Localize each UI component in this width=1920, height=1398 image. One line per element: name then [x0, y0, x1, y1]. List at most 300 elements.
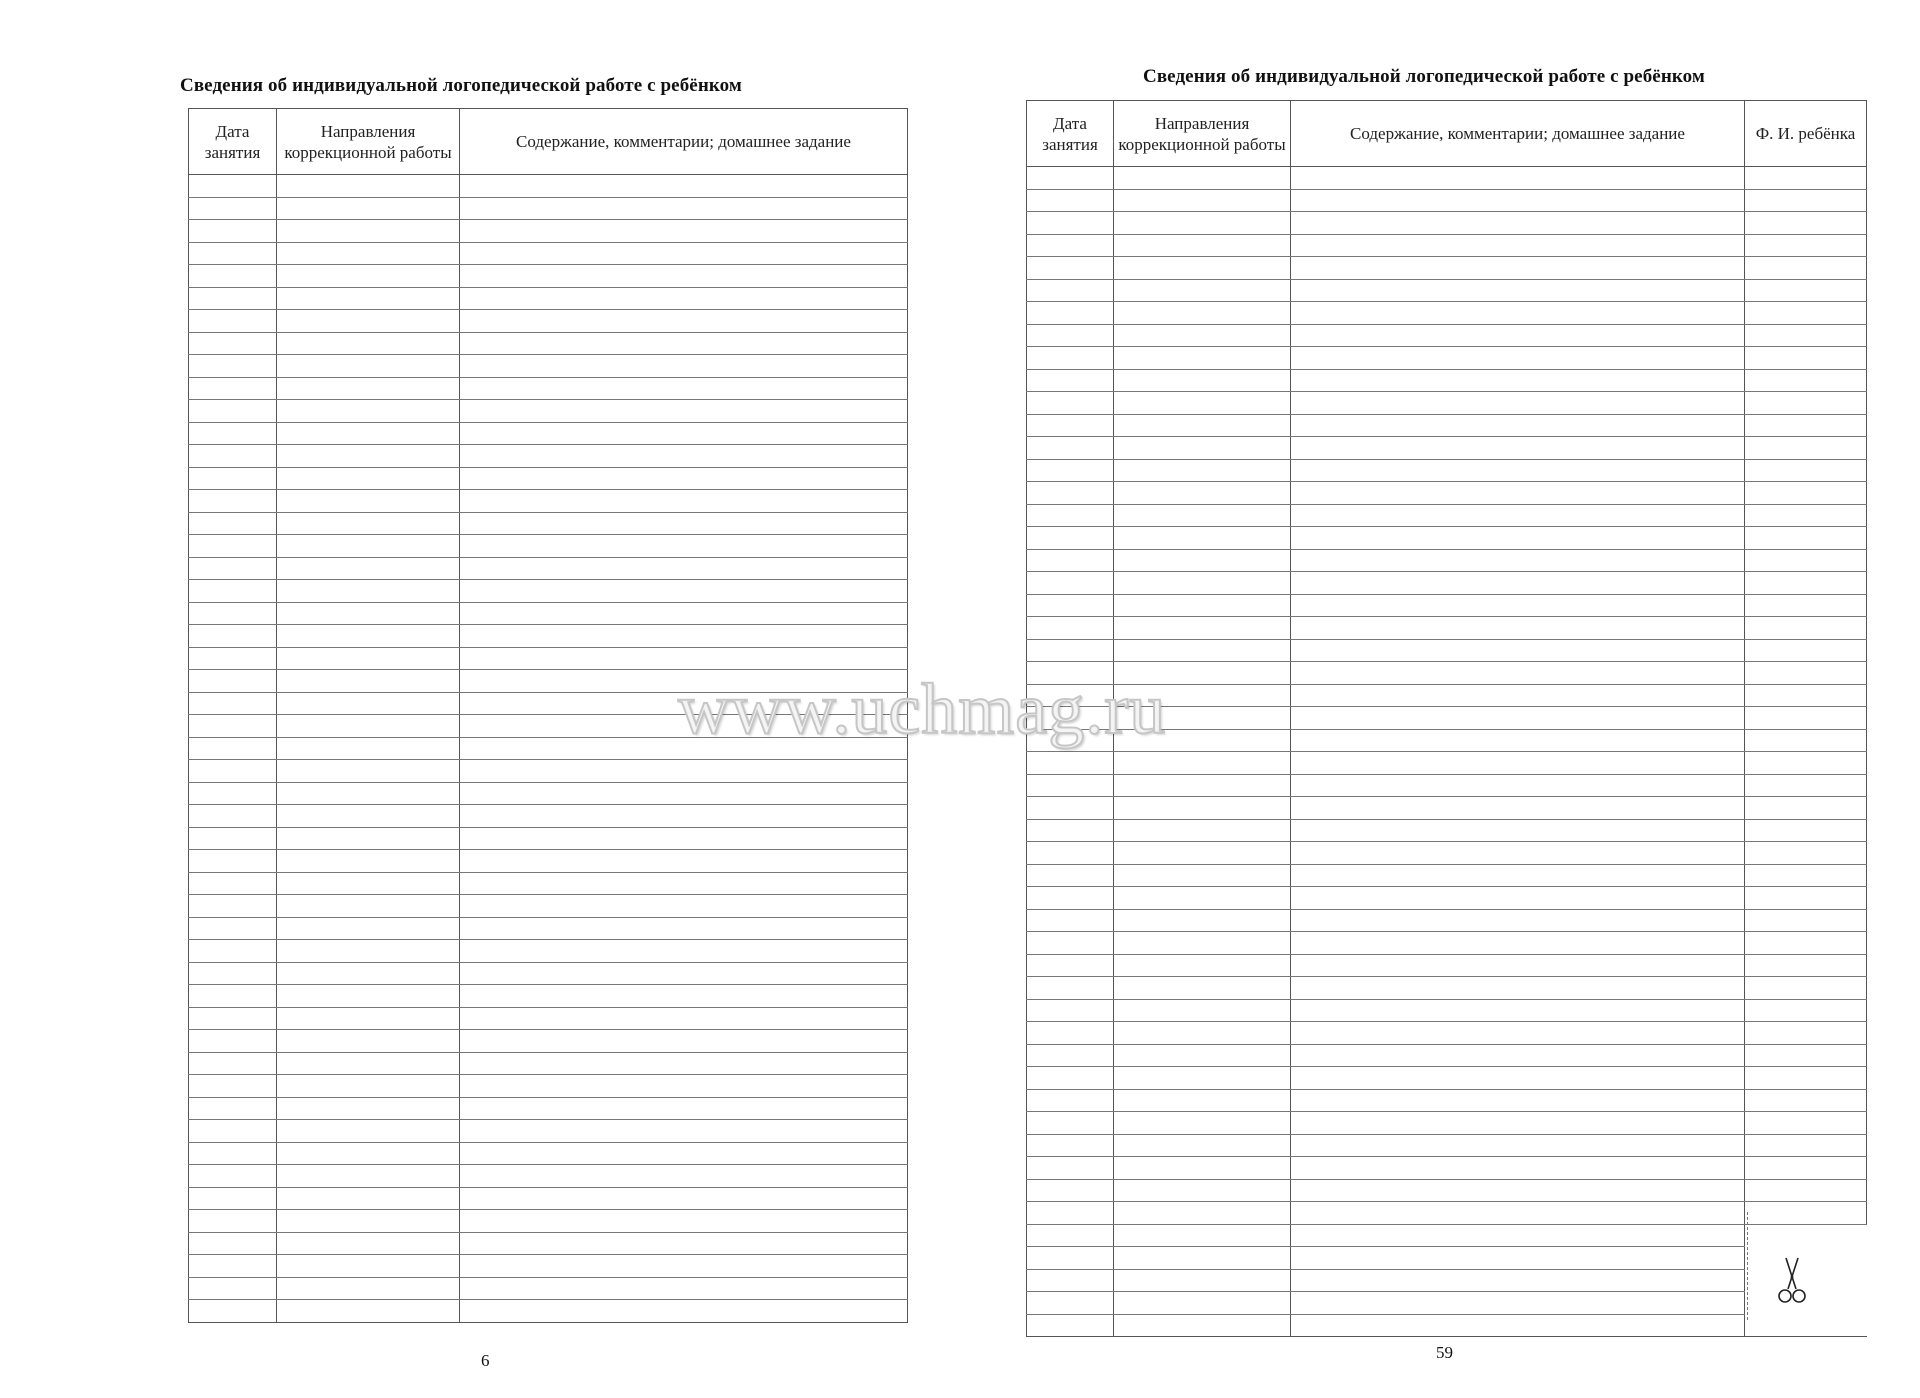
table-cell[interactable]	[1291, 932, 1745, 955]
table-cell[interactable]	[1291, 752, 1745, 775]
table-cell[interactable]	[277, 1255, 460, 1278]
table-cell[interactable]	[277, 1075, 460, 1098]
table-cell[interactable]	[189, 602, 277, 625]
table-cell[interactable]	[189, 1007, 277, 1030]
table-cell[interactable]	[460, 782, 908, 805]
table-cell[interactable]	[460, 535, 908, 558]
table-cell[interactable]	[189, 1030, 277, 1053]
table-cell[interactable]	[1114, 302, 1291, 325]
table-cell[interactable]	[1114, 864, 1291, 887]
table-cell[interactable]	[189, 1165, 277, 1188]
table-cell[interactable]	[460, 310, 908, 333]
table-cell[interactable]	[189, 242, 277, 265]
table-cell[interactable]	[1745, 729, 1867, 752]
table-cell[interactable]	[189, 1187, 277, 1210]
table-cell[interactable]	[1291, 1224, 1745, 1247]
table-cell[interactable]	[460, 625, 908, 648]
table-cell[interactable]	[1291, 1089, 1745, 1112]
table-cell[interactable]	[1114, 1292, 1291, 1315]
table-cell[interactable]	[1291, 324, 1745, 347]
table-cell[interactable]	[277, 647, 460, 670]
table-cell[interactable]	[1027, 1044, 1114, 1067]
table-cell[interactable]	[460, 1187, 908, 1210]
table-cell[interactable]	[1745, 707, 1867, 730]
table-cell[interactable]	[1291, 662, 1745, 685]
table-cell[interactable]	[1745, 437, 1867, 460]
table-cell[interactable]	[1291, 1292, 1745, 1315]
table-cell[interactable]	[1114, 1314, 1291, 1337]
table-cell[interactable]	[277, 1120, 460, 1143]
table-cell[interactable]	[189, 467, 277, 490]
table-cell[interactable]	[1291, 504, 1745, 527]
table-cell[interactable]	[1027, 594, 1114, 617]
table-cell[interactable]	[460, 850, 908, 873]
table-cell[interactable]	[1114, 1224, 1291, 1247]
table-cell[interactable]	[1291, 617, 1745, 640]
table-cell[interactable]	[1291, 1247, 1745, 1270]
table-cell[interactable]	[1114, 977, 1291, 1000]
table-cell[interactable]	[1027, 482, 1114, 505]
table-cell[interactable]	[1114, 189, 1291, 212]
table-cell[interactable]	[1291, 1134, 1745, 1157]
table-cell[interactable]	[277, 962, 460, 985]
table-cell[interactable]	[1027, 1292, 1114, 1315]
table-cell[interactable]	[1291, 842, 1745, 865]
table-cell[interactable]	[1114, 1112, 1291, 1135]
table-cell[interactable]	[460, 1097, 908, 1120]
table-cell[interactable]	[277, 692, 460, 715]
table-cell[interactable]	[1027, 504, 1114, 527]
table-cell[interactable]	[460, 175, 908, 198]
table-cell[interactable]	[1027, 527, 1114, 550]
table-cell[interactable]	[189, 1210, 277, 1233]
table-cell[interactable]	[460, 647, 908, 670]
table-cell[interactable]	[189, 692, 277, 715]
table-cell[interactable]	[1291, 1022, 1745, 1045]
table-cell[interactable]	[460, 1165, 908, 1188]
table-cell[interactable]	[460, 1142, 908, 1165]
table-cell[interactable]	[1114, 999, 1291, 1022]
table-cell[interactable]	[460, 1007, 908, 1030]
table-cell[interactable]	[189, 310, 277, 333]
table-cell[interactable]	[1291, 189, 1745, 212]
table-cell[interactable]	[1745, 819, 1867, 842]
table-cell[interactable]	[1027, 819, 1114, 842]
table-cell[interactable]	[1745, 1179, 1867, 1202]
table-cell[interactable]	[1027, 302, 1114, 325]
table-cell[interactable]	[277, 670, 460, 693]
table-cell[interactable]	[1114, 324, 1291, 347]
table-cell[interactable]	[1114, 347, 1291, 370]
table-cell[interactable]	[1745, 392, 1867, 415]
table-cell[interactable]	[1114, 1269, 1291, 1292]
table-cell[interactable]	[1745, 954, 1867, 977]
table-cell[interactable]	[277, 242, 460, 265]
table-cell[interactable]	[1291, 549, 1745, 572]
table-cell[interactable]	[460, 715, 908, 738]
table-cell[interactable]	[189, 400, 277, 423]
table-cell[interactable]	[1027, 1269, 1114, 1292]
table-cell[interactable]	[1291, 819, 1745, 842]
table-cell[interactable]	[1114, 167, 1291, 190]
table-cell[interactable]	[189, 760, 277, 783]
table-cell[interactable]	[1027, 684, 1114, 707]
table-cell[interactable]	[277, 760, 460, 783]
table-cell[interactable]	[1114, 684, 1291, 707]
table-cell[interactable]	[277, 827, 460, 850]
table-cell[interactable]	[1745, 887, 1867, 910]
table-cell[interactable]	[1114, 707, 1291, 730]
table-cell[interactable]	[277, 625, 460, 648]
table-cell[interactable]	[460, 805, 908, 828]
table-cell[interactable]	[1027, 1247, 1114, 1270]
table-cell[interactable]	[277, 1097, 460, 1120]
table-cell[interactable]	[460, 377, 908, 400]
table-cell[interactable]	[189, 647, 277, 670]
table-cell[interactable]	[460, 940, 908, 963]
table-cell[interactable]	[277, 557, 460, 580]
table-cell[interactable]	[1114, 662, 1291, 685]
table-cell[interactable]	[1114, 257, 1291, 280]
table-cell[interactable]	[277, 1165, 460, 1188]
table-cell[interactable]	[1745, 594, 1867, 617]
table-cell[interactable]	[1291, 302, 1745, 325]
table-cell[interactable]	[1114, 887, 1291, 910]
table-cell[interactable]	[1027, 347, 1114, 370]
table-cell[interactable]	[277, 175, 460, 198]
table-cell[interactable]	[1745, 257, 1867, 280]
table-cell[interactable]	[1291, 684, 1745, 707]
table-cell[interactable]	[1745, 842, 1867, 865]
table-cell[interactable]	[277, 220, 460, 243]
table-cell[interactable]	[1745, 572, 1867, 595]
table-cell[interactable]	[189, 1052, 277, 1075]
table-cell[interactable]	[1291, 707, 1745, 730]
table-cell[interactable]	[460, 1210, 908, 1233]
table-cell[interactable]	[1291, 797, 1745, 820]
table-cell[interactable]	[460, 220, 908, 243]
table-cell[interactable]	[1114, 842, 1291, 865]
table-cell[interactable]	[1745, 302, 1867, 325]
table-cell[interactable]	[277, 265, 460, 288]
table-cell[interactable]	[277, 197, 460, 220]
table-cell[interactable]	[460, 490, 908, 513]
table-cell[interactable]	[1745, 414, 1867, 437]
table-cell[interactable]	[460, 557, 908, 580]
table-cell[interactable]	[189, 1277, 277, 1300]
table-cell[interactable]	[277, 377, 460, 400]
table-cell[interactable]	[460, 962, 908, 985]
table-cell[interactable]	[1291, 1202, 1745, 1225]
table-cell[interactable]	[277, 1277, 460, 1300]
table-cell[interactable]	[1114, 954, 1291, 977]
table-cell[interactable]	[277, 287, 460, 310]
table-cell[interactable]	[189, 557, 277, 580]
table-cell[interactable]	[1114, 1247, 1291, 1270]
table-cell[interactable]	[460, 602, 908, 625]
table-cell[interactable]	[277, 737, 460, 760]
table-cell[interactable]	[1291, 954, 1745, 977]
table-cell[interactable]	[277, 422, 460, 445]
table-cell[interactable]	[1114, 752, 1291, 775]
table-cell[interactable]	[277, 1187, 460, 1210]
table-cell[interactable]	[1027, 392, 1114, 415]
table-cell[interactable]	[1114, 212, 1291, 235]
table-cell[interactable]	[189, 197, 277, 220]
table-cell[interactable]	[277, 1142, 460, 1165]
table-cell[interactable]	[1745, 347, 1867, 370]
table-cell[interactable]	[277, 1030, 460, 1053]
table-cell[interactable]	[1027, 212, 1114, 235]
table-cell[interactable]	[1291, 1067, 1745, 1090]
table-cell[interactable]	[460, 400, 908, 423]
table-cell[interactable]	[1745, 774, 1867, 797]
table-cell[interactable]	[1745, 752, 1867, 775]
table-cell[interactable]	[1745, 932, 1867, 955]
table-cell[interactable]	[1114, 819, 1291, 842]
table-cell[interactable]	[277, 1210, 460, 1233]
table-cell[interactable]	[1027, 707, 1114, 730]
table-cell[interactable]	[460, 197, 908, 220]
table-cell[interactable]	[1027, 1089, 1114, 1112]
table-cell[interactable]	[1114, 482, 1291, 505]
table-cell[interactable]	[1291, 167, 1745, 190]
table-cell[interactable]	[1114, 1179, 1291, 1202]
table-cell[interactable]	[1027, 662, 1114, 685]
table-cell[interactable]	[277, 940, 460, 963]
table-cell[interactable]	[189, 625, 277, 648]
table-cell[interactable]	[1027, 1224, 1114, 1247]
table-cell[interactable]	[1027, 572, 1114, 595]
table-cell[interactable]	[189, 850, 277, 873]
table-cell[interactable]	[189, 805, 277, 828]
table-cell[interactable]	[1027, 414, 1114, 437]
table-cell[interactable]	[460, 512, 908, 535]
table-cell[interactable]	[1745, 684, 1867, 707]
table-cell[interactable]	[277, 985, 460, 1008]
table-cell[interactable]	[189, 265, 277, 288]
table-cell[interactable]	[1745, 1157, 1867, 1180]
table-cell[interactable]	[1114, 729, 1291, 752]
table-cell[interactable]	[1114, 1022, 1291, 1045]
table-cell[interactable]	[189, 287, 277, 310]
table-cell[interactable]	[189, 220, 277, 243]
table-cell[interactable]	[1745, 324, 1867, 347]
table-cell[interactable]	[460, 1075, 908, 1098]
table-cell[interactable]	[1114, 437, 1291, 460]
table-cell[interactable]	[1114, 1067, 1291, 1090]
table-cell[interactable]	[460, 242, 908, 265]
table-cell[interactable]	[460, 1232, 908, 1255]
table-cell[interactable]	[189, 715, 277, 738]
table-cell[interactable]	[1291, 1269, 1745, 1292]
table-cell[interactable]	[1291, 212, 1745, 235]
table-cell[interactable]	[1027, 1157, 1114, 1180]
table-cell[interactable]	[1291, 459, 1745, 482]
table-cell[interactable]	[1027, 887, 1114, 910]
table-cell[interactable]	[460, 827, 908, 850]
table-cell[interactable]	[460, 895, 908, 918]
table-cell[interactable]	[1114, 1157, 1291, 1180]
table-cell[interactable]	[277, 715, 460, 738]
table-cell[interactable]	[1027, 774, 1114, 797]
table-cell[interactable]	[460, 422, 908, 445]
table-cell[interactable]	[1027, 1179, 1114, 1202]
table-cell[interactable]	[277, 1007, 460, 1030]
table-cell[interactable]	[277, 310, 460, 333]
table-cell[interactable]	[1027, 1112, 1114, 1135]
table-cell[interactable]	[1027, 257, 1114, 280]
table-cell[interactable]	[1027, 279, 1114, 302]
table-cell[interactable]	[1291, 1179, 1745, 1202]
table-cell[interactable]	[460, 1277, 908, 1300]
table-cell[interactable]	[1745, 1067, 1867, 1090]
table-cell[interactable]	[1291, 729, 1745, 752]
table-cell[interactable]	[1114, 1044, 1291, 1067]
table-cell[interactable]	[189, 737, 277, 760]
table-cell[interactable]	[1027, 639, 1114, 662]
table-cell[interactable]	[1291, 639, 1745, 662]
table-cell[interactable]	[1114, 572, 1291, 595]
table-cell[interactable]	[1745, 864, 1867, 887]
table-cell[interactable]	[1027, 752, 1114, 775]
table-cell[interactable]	[1027, 459, 1114, 482]
table-cell[interactable]	[1745, 369, 1867, 392]
table-cell[interactable]	[1027, 234, 1114, 257]
table-cell[interactable]	[189, 1142, 277, 1165]
table-cell[interactable]	[460, 445, 908, 468]
table-cell[interactable]	[1745, 1089, 1867, 1112]
table-cell[interactable]	[460, 580, 908, 603]
table-cell[interactable]	[1114, 797, 1291, 820]
table-cell[interactable]	[1027, 1134, 1114, 1157]
table-cell[interactable]	[1027, 1314, 1114, 1337]
table-cell[interactable]	[1745, 234, 1867, 257]
table-cell[interactable]	[1027, 864, 1114, 887]
table-cell[interactable]	[1027, 549, 1114, 572]
table-cell[interactable]	[1291, 527, 1745, 550]
table-cell[interactable]	[277, 400, 460, 423]
table-cell[interactable]	[277, 872, 460, 895]
table-cell[interactable]	[1114, 504, 1291, 527]
table-cell[interactable]	[1027, 999, 1114, 1022]
table-cell[interactable]	[1745, 617, 1867, 640]
table-cell[interactable]	[460, 760, 908, 783]
table-cell[interactable]	[1745, 504, 1867, 527]
table-cell[interactable]	[1291, 864, 1745, 887]
table-cell[interactable]	[1027, 189, 1114, 212]
table-cell[interactable]	[1291, 369, 1745, 392]
table-cell[interactable]	[1027, 1067, 1114, 1090]
table-cell[interactable]	[277, 1052, 460, 1075]
table-cell[interactable]	[1027, 324, 1114, 347]
table-cell[interactable]	[1291, 999, 1745, 1022]
table-cell[interactable]	[1027, 167, 1114, 190]
table-cell[interactable]	[189, 1075, 277, 1098]
table-cell[interactable]	[189, 670, 277, 693]
table-cell[interactable]	[460, 355, 908, 378]
table-cell[interactable]	[189, 1120, 277, 1143]
table-cell[interactable]	[1291, 279, 1745, 302]
table-cell[interactable]	[1291, 347, 1745, 370]
table-cell[interactable]	[1745, 549, 1867, 572]
table-cell[interactable]	[1745, 1202, 1867, 1225]
table-cell[interactable]	[1114, 909, 1291, 932]
table-cell[interactable]	[277, 445, 460, 468]
table-cell[interactable]	[277, 1232, 460, 1255]
table-cell[interactable]	[460, 332, 908, 355]
table-cell[interactable]	[189, 512, 277, 535]
table-cell[interactable]	[1745, 999, 1867, 1022]
table-cell[interactable]	[1745, 1112, 1867, 1135]
table-cell[interactable]	[1027, 369, 1114, 392]
table-cell[interactable]	[1745, 797, 1867, 820]
table-cell[interactable]	[460, 692, 908, 715]
table-cell[interactable]	[1114, 1134, 1291, 1157]
table-cell[interactable]	[189, 1232, 277, 1255]
table-cell[interactable]	[189, 940, 277, 963]
table-cell[interactable]	[277, 332, 460, 355]
table-cell[interactable]	[189, 332, 277, 355]
table-cell[interactable]	[189, 962, 277, 985]
table-cell[interactable]	[1745, 527, 1867, 550]
table-cell[interactable]	[1745, 482, 1867, 505]
table-cell[interactable]	[1114, 594, 1291, 617]
table-cell[interactable]	[1745, 167, 1867, 190]
table-cell[interactable]	[1027, 797, 1114, 820]
table-cell[interactable]	[189, 355, 277, 378]
table-cell[interactable]	[1291, 1044, 1745, 1067]
table-cell[interactable]	[1027, 437, 1114, 460]
table-cell[interactable]	[1027, 932, 1114, 955]
table-cell[interactable]	[277, 490, 460, 513]
table-cell[interactable]	[189, 1255, 277, 1278]
table-cell[interactable]	[277, 850, 460, 873]
table-cell[interactable]	[1745, 212, 1867, 235]
table-cell[interactable]	[460, 1255, 908, 1278]
table-cell[interactable]	[1114, 279, 1291, 302]
table-cell[interactable]	[189, 827, 277, 850]
table-cell[interactable]	[189, 917, 277, 940]
table-cell[interactable]	[460, 917, 908, 940]
table-cell[interactable]	[1114, 234, 1291, 257]
table-cell[interactable]	[1745, 977, 1867, 1000]
table-cell[interactable]	[277, 1300, 460, 1323]
table-cell[interactable]	[1114, 774, 1291, 797]
table-cell[interactable]	[1114, 617, 1291, 640]
table-cell[interactable]	[1291, 572, 1745, 595]
table-cell[interactable]	[1291, 1314, 1745, 1337]
table-cell[interactable]	[1114, 369, 1291, 392]
table-cell[interactable]	[189, 1300, 277, 1323]
table-cell[interactable]	[1291, 887, 1745, 910]
table-cell[interactable]	[1291, 392, 1745, 415]
table-cell[interactable]	[1027, 842, 1114, 865]
table-cell[interactable]	[1027, 1202, 1114, 1225]
table-cell[interactable]	[1745, 1134, 1867, 1157]
table-cell[interactable]	[189, 895, 277, 918]
table-cell[interactable]	[1114, 392, 1291, 415]
table-cell[interactable]	[1027, 1022, 1114, 1045]
table-cell[interactable]	[1745, 279, 1867, 302]
table-cell[interactable]	[460, 737, 908, 760]
table-cell[interactable]	[277, 580, 460, 603]
table-cell[interactable]	[277, 917, 460, 940]
table-cell[interactable]	[189, 872, 277, 895]
table-cell[interactable]	[1291, 977, 1745, 1000]
table-cell[interactable]	[460, 1120, 908, 1143]
table-cell[interactable]	[1114, 549, 1291, 572]
